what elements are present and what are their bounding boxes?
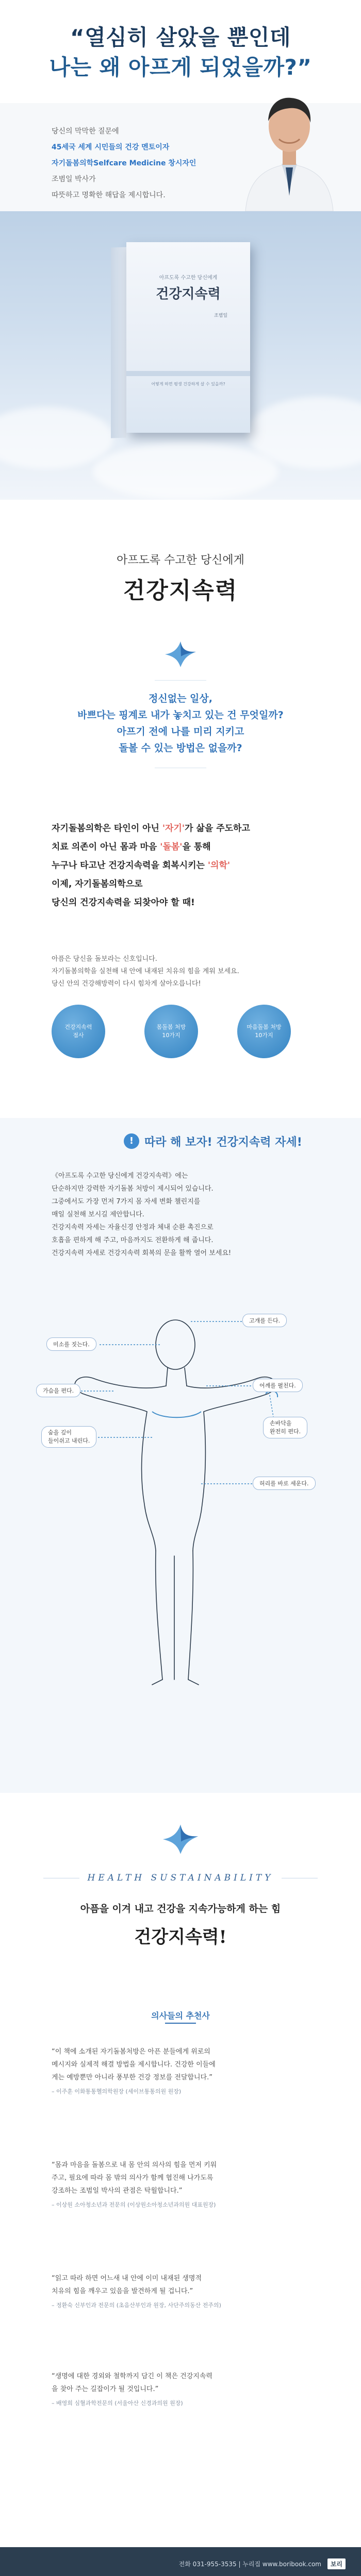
book-cover-band (126, 371, 250, 376)
rec-line: 주고, 필요에 따라 몸 밖의 의사가 함께 협진해 나가도록 (52, 2174, 214, 2182)
bold-line (52, 838, 330, 856)
text-part: 가 삶을 주도하고 (185, 823, 250, 834)
rec-line: 을 찾아 주는 길잡이가 될 것입니다.” (52, 2385, 159, 2393)
headline-line-2: 나는 왜 아프게 되었을까?” (49, 55, 312, 80)
title-underline (165, 2023, 196, 2024)
book-cover (111, 242, 250, 438)
title-small: 아프도록 수고한 당신에게 (117, 554, 244, 567)
small-line: 당신 안의 건강해방력이 다시 힘차게 살아오릅니다! (52, 980, 201, 988)
bird-icon (160, 1821, 201, 1857)
book-cover-title: 건강지속력 (156, 286, 221, 302)
exercise-line: 건강지속력 자세로 건강지속력 회복의 문을 활짝 열어 보세요! (52, 1249, 232, 1257)
intro-line: 자기돌봄의학Selfcare Medicine 창시자인 (52, 159, 196, 167)
bold-line: 당신의 건강지속력을 되찾아야 할 때! (52, 897, 195, 908)
feature-circle-label: 마음돌봄 처방 10가지 (247, 1024, 282, 1039)
intro-text (52, 124, 196, 204)
highlight-text: '의학' (207, 860, 231, 871)
rec-line: 강조하는 조범일 박사의 관점은 탁월합니다.” (52, 2187, 183, 2195)
callout-shoulder: 어깨를 펼친다. (253, 1379, 303, 1392)
bird-icon (162, 639, 199, 670)
recommendation-item (52, 2272, 320, 2309)
rec-line: 치유의 힘을 깨우고 있음을 발견하게 될 겁니다.” (52, 2287, 193, 2295)
cloud (0, 407, 113, 469)
exercise-line: 그중에서도 가장 먼저 7가지 몸 자세 변화 챌린지를 (52, 1198, 201, 1206)
rec-line: “이 책에 소개된 자기돌봄처방은 아픈 분들에게 위로의 (52, 2048, 210, 2056)
feature-circle-label: 건강지속력 점사 (64, 1024, 92, 1039)
callout-waist: 허리를 바로 세운다. (253, 1477, 316, 1490)
question-line: 바쁘다는 핑계로 내가 놓치고 있는 건 무엇일까? (77, 709, 284, 721)
exercise-line: 《아프도록 수고한 당신에게 건강지속력》에는 (52, 1172, 188, 1180)
doctor-portrait (235, 77, 343, 211)
book-cover-author: 조범일 (214, 313, 228, 318)
question-line: 아프기 전에 나를 미리 지키고 (117, 726, 244, 737)
callout-chest: 가슴을 편다. (36, 1384, 80, 1397)
callout-chin: 고개를 든다. (242, 1314, 287, 1327)
bold-line: 이제, 자기돌봄의학으로 (52, 879, 143, 889)
intro-line: 따뜻하고 명확한 해답을 제시합니다. (52, 191, 166, 199)
rec-line: “몸과 마음을 돌봄으로 내 몸 안의 의사의 힘을 먼저 키워 (52, 2161, 217, 2169)
selfcare-bold-text (52, 819, 330, 912)
question-text (0, 690, 361, 756)
highlight-text: '자기' (162, 823, 185, 834)
health-section (0, 1793, 361, 1989)
small-line: 아픔은 당신을 돌보라는 신호입니다. (52, 955, 157, 963)
text-part: 을 통해 (182, 842, 211, 852)
intro-line: 조범일 박사가 (52, 175, 96, 183)
rec-line: “읽고 따라 하면 어느새 내 안에 이미 내재된 생명적 (52, 2275, 202, 2282)
rec-source: – 이주훈 이화통통헬의학원장 (세이브통통의원 원장) (52, 2088, 182, 2095)
recommendation-item (52, 2370, 320, 2407)
header-section (0, 0, 361, 211)
feature-circle (52, 1005, 105, 1058)
health-english: HEALTH SUSTAINABILITY (0, 1873, 361, 1883)
rec-source: – 배영희 심혈과학전문의 (서울아산 신경과의원 원장) (52, 2400, 183, 2406)
question-line: 돌볼 수 있는 방법은 없을까? (119, 742, 242, 754)
rec-source: – 이상원 소아청소년과 전문의 (이상원소아청소년과의원 대표원장) (52, 2201, 216, 2208)
callout-breath: 숨을 깊이 들이쉬고 내린다. (41, 1426, 96, 1448)
exercise-line: 건강지속력 자세는 자율신경 안정과 체내 순환 촉진으로 (52, 1224, 214, 1231)
exercise-text (52, 1170, 320, 1260)
feature-circle (237, 1005, 291, 1058)
cloud (93, 443, 278, 500)
footer (0, 2547, 361, 2576)
body-outline-illustration (36, 1309, 325, 1690)
exercise-line: 매일 실천해 보시길 제안합니다. (52, 1211, 144, 1218)
feature-circle (144, 1005, 198, 1058)
exercise-title: 따라 해 보자! 건강지속력 자세! (144, 1136, 302, 1149)
rec-line: “생명에 대한 경외와 철학까지 담긴 이 책은 건강지속력 (52, 2372, 212, 2380)
book-spine (111, 247, 126, 438)
health-title: 건강지속력! (134, 1927, 227, 1947)
exercise-section (0, 1118, 361, 1793)
exercise-line: 단순하지만 강력한 자기돌봄 처방이 제시되어 있습니다. (52, 1185, 214, 1193)
rec-line: 메시지와 실제적 해결 방법을 제시합니다. 건강한 이들에 (52, 2061, 216, 2069)
rec-source: – 정환숙 신부인과 전문의 (초음산부인과 원장, 사단주의동산 전주의) (52, 2302, 221, 2309)
rec-line: 게는 예방뿐만 아니라 풍부한 건강 정보를 전달합니다.” (52, 2074, 212, 2081)
exercise-line: 호흡을 편하게 해 주고, 마음까지도 전환하게 해 줍니다. (52, 1236, 214, 1244)
callout-palm: 손바닥을 완전히 편다. (263, 1417, 307, 1438)
publisher-logo: 보리 (327, 2558, 346, 2569)
text-part: 치료 의존이 아닌 몸과 마음 (52, 842, 160, 852)
bold-line (52, 819, 330, 838)
question-section (0, 634, 361, 788)
posture-figure (36, 1309, 325, 1690)
footer-text: 전화 031-955-3535 | 누리집 www.boribook.com (178, 2561, 321, 2568)
selfcare-small-text (52, 953, 320, 990)
title-big: 건강지속력 (123, 578, 238, 604)
feature-circle-label: 몸돌봄 처방 10가지 (156, 1024, 186, 1039)
small-line: 자기돌봄의학을 실천해 내 안에 내재된 치유의 힘을 계워 보세요. (52, 968, 239, 975)
health-subtitle: 아픔을 이겨 내고 건강을 지속가능하게 하는 힘 (80, 1903, 281, 1914)
recommendation-item (52, 2159, 320, 2209)
intro-line: 당신의 막막한 질문에 (52, 127, 119, 135)
callout-smile: 미소를 짓는다. (46, 1337, 96, 1351)
book-cover-tagline: 어떻게 하면 평생 건강하게 살 수 있을까? (151, 382, 225, 386)
question-line: 정신없는 일상, (149, 693, 212, 704)
highlight-text: '돌봄' (160, 842, 183, 852)
headline (0, 23, 361, 82)
recommendation-item (52, 2045, 320, 2095)
recommendations-title: 의사들의 추천사 (151, 2011, 210, 2021)
exclamation-icon: ! (124, 1133, 139, 1149)
title-section (0, 500, 361, 634)
book-cover-subtitle: 아프도록 수고한 당신에게 (159, 275, 218, 281)
divider (155, 680, 206, 681)
bold-line (52, 856, 330, 875)
headline-line-1: “열심히 살았을 뿐인데 (70, 25, 291, 50)
text-part: 누구나 타고난 건강지속력을 회복시키는 (52, 860, 208, 871)
recommendations-section (0, 1989, 361, 2545)
intro-line: 45세국 세계 시민들의 건강 멘토이자 (52, 143, 170, 151)
book-cover-section (0, 211, 361, 500)
text-part: 자기돌봄의학은 타인이 아닌 (52, 823, 162, 834)
feature-circles (52, 1005, 309, 1066)
book-front (126, 242, 250, 433)
